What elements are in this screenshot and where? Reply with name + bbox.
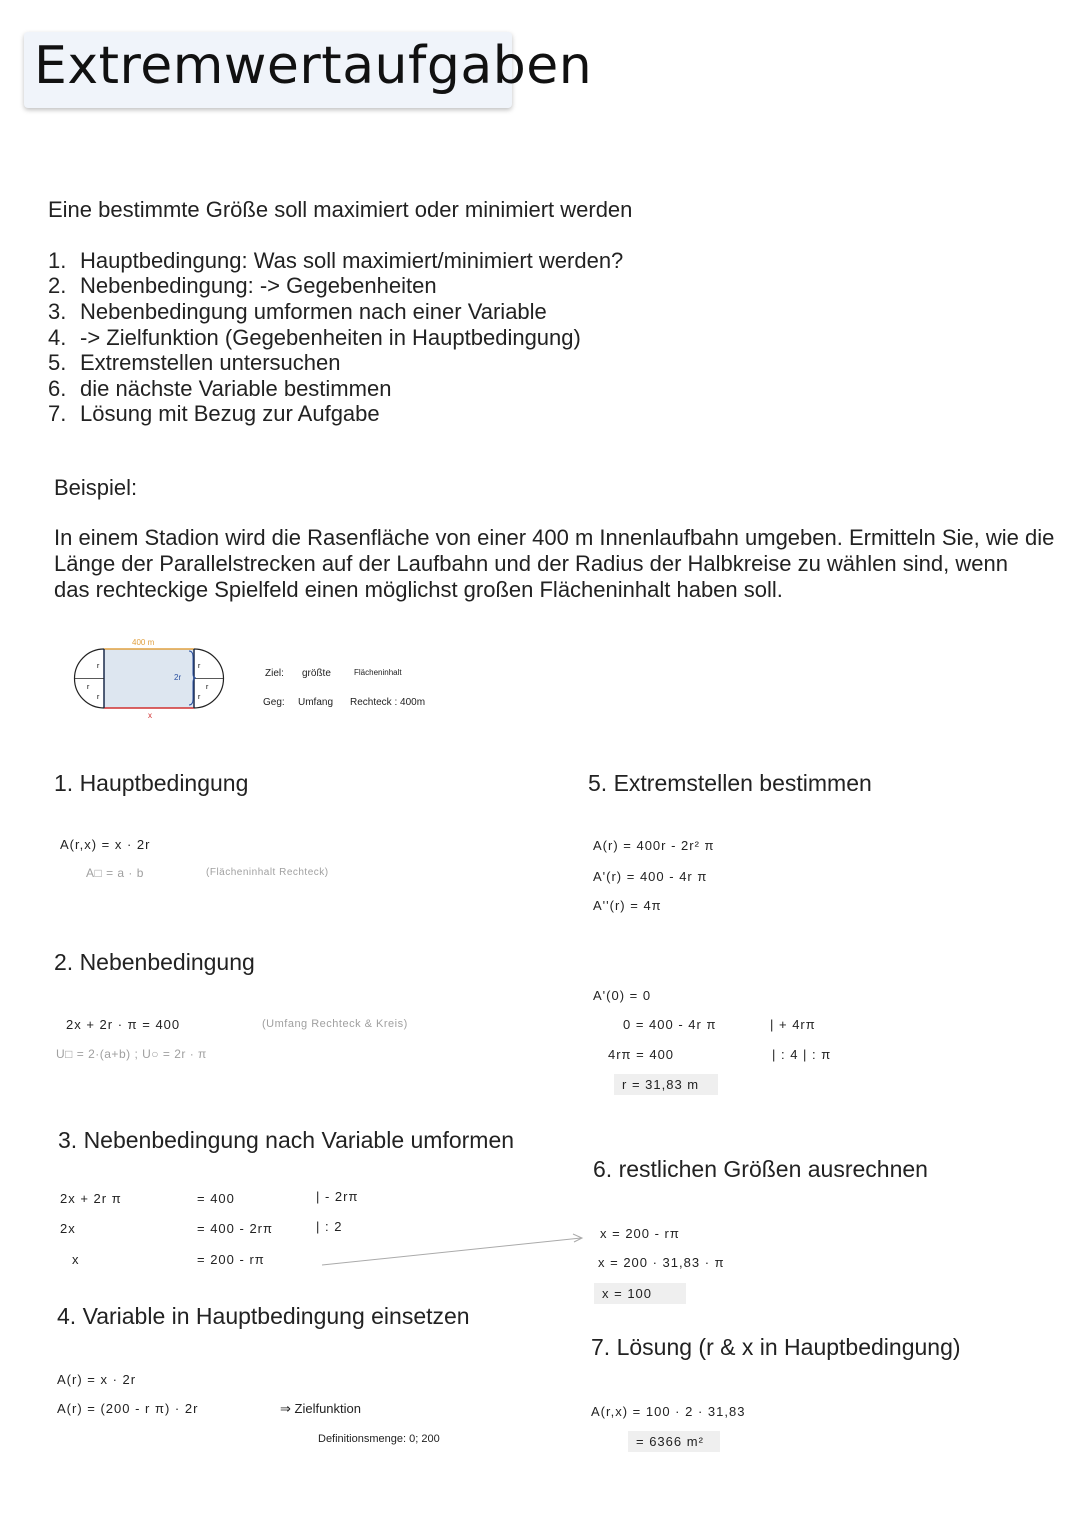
result-radius: r = 31,83 m bbox=[614, 1074, 718, 1095]
height-label: 2r bbox=[174, 673, 182, 682]
formula-mid: = 400 bbox=[197, 1191, 235, 1206]
formula: A'(r) = 400 - 4r π bbox=[593, 869, 708, 884]
formula-note: (Flächeninhalt Rechteck) bbox=[206, 867, 329, 878]
example-text-line: das rechteckige Spielfeld einen möglichst großen Flächeninhalt haben soll. bbox=[54, 577, 783, 602]
result-x: x = 100 bbox=[594, 1283, 686, 1304]
step-number: 1. bbox=[48, 248, 67, 273]
step-text: Lösung mit Bezug zur Aufgabe bbox=[80, 401, 380, 426]
step-number: 4. bbox=[48, 325, 67, 350]
radius-label: r bbox=[198, 694, 201, 701]
step-text: die nächste Variable bestimmen bbox=[80, 376, 392, 401]
domain-label: Definitionsmenge: 0; 200 bbox=[318, 1433, 440, 1445]
formula: A(r) = 400r - 2r² π bbox=[593, 838, 715, 853]
section-heading: 7. Lösung (r & x in Hauptbedingung) bbox=[591, 1334, 961, 1360]
formula: A(r,x) = 100 · 2 · 31,83 bbox=[591, 1404, 746, 1419]
section-heading: 3. Nebenbedingung nach Variable umformen bbox=[58, 1127, 515, 1153]
section-heading: 1. Hauptbedingung bbox=[54, 770, 249, 796]
example-text-line: In einem Stadion wird die Rasenfläche von einer 400 m Innenlaufbahn umgeben. Ermitteln Sie, wie die bbox=[54, 525, 1055, 550]
goal-text: Flächeninhalt bbox=[354, 668, 402, 677]
page-title: Extremwertaufgaben bbox=[34, 36, 593, 96]
formula-op: | - 2rπ bbox=[316, 1189, 359, 1204]
step-text: Extremstellen untersuchen bbox=[80, 350, 341, 375]
formula: A(r) = x · 2r bbox=[57, 1372, 137, 1387]
formula-op: | : 2 bbox=[316, 1219, 343, 1234]
top-label: 400 m bbox=[132, 638, 155, 647]
formula: x = 200 - rπ bbox=[600, 1226, 680, 1241]
formula-op: | + 4rπ bbox=[770, 1017, 816, 1032]
formula: A(r,x) = x · 2r bbox=[60, 837, 151, 852]
formula-note: U□ = 2·(a+b) ; U○ = 2r · π bbox=[56, 1047, 207, 1061]
formula: 2x + 2r · π = 400 bbox=[66, 1017, 181, 1032]
arrow-to-section-6 bbox=[318, 1230, 588, 1270]
section-heading: 6. restlichen Größen ausrechnen bbox=[593, 1156, 928, 1182]
formula: 0 = 400 - 4r π bbox=[623, 1017, 717, 1032]
radius-label: r bbox=[87, 684, 90, 691]
formula-left: 2x bbox=[60, 1221, 76, 1236]
formula: 4rπ = 400 bbox=[608, 1047, 675, 1062]
step-number: 6. bbox=[48, 376, 67, 401]
step-text: Hauptbedingung: Was soll maximiert/minimiert werden? bbox=[80, 248, 624, 273]
formula-mid: = 200 - rπ bbox=[197, 1252, 265, 1267]
goal-label: Ziel: bbox=[265, 668, 284, 679]
step-text: -> Zielfunktion (Gegebenheiten in Hauptbedingung) bbox=[80, 325, 581, 350]
target-function-label: ⇒ Zielfunktion bbox=[280, 1401, 361, 1416]
radius-label: r bbox=[198, 663, 201, 670]
formula-op: | : 4 | : π bbox=[772, 1047, 832, 1062]
formula-left: x bbox=[72, 1252, 80, 1267]
step-number: 5. bbox=[48, 350, 67, 375]
result-area: = 6366 m² bbox=[628, 1431, 720, 1452]
section-heading: 2. Nebenbedingung bbox=[54, 949, 255, 975]
section-heading: 5. Extremstellen bestimmen bbox=[588, 770, 872, 796]
formula-note: A□ = a · b bbox=[86, 866, 144, 880]
formula-note: (Umfang Rechteck & Kreis) bbox=[262, 1018, 408, 1030]
step-number: 3. bbox=[48, 299, 67, 324]
goal-text: größte bbox=[302, 668, 331, 679]
formula-mid: = 400 - 2rπ bbox=[197, 1221, 273, 1236]
given-label: Geg: bbox=[263, 697, 285, 708]
formula: A(r) = (200 - r π) · 2r bbox=[57, 1401, 199, 1416]
formula: A'(0) = 0 bbox=[593, 988, 652, 1003]
stadium-diagram bbox=[70, 632, 230, 722]
given-text: Umfang bbox=[298, 697, 334, 708]
formula-left: 2x + 2r π bbox=[60, 1191, 122, 1206]
radius-label: r bbox=[97, 694, 100, 701]
bottom-label: x bbox=[148, 711, 152, 720]
formula: x = 200 · 31,83 · π bbox=[598, 1255, 725, 1270]
formula: A''(r) = 4π bbox=[593, 898, 662, 913]
intro-text: Eine bestimmte Größe soll maximiert oder minimiert werden bbox=[48, 197, 633, 222]
given-text: Rechteck : 400m bbox=[350, 697, 426, 708]
radius-label: r bbox=[206, 684, 209, 691]
example-text-line: Länge der Parallelstrecken auf der Laufbahn und der Radius der Halbkreise zu wählen sind, wenn bbox=[54, 551, 1008, 576]
step-number: 7. bbox=[48, 401, 67, 426]
section-heading: 4. Variable in Hauptbedingung einsetzen bbox=[57, 1303, 470, 1329]
step-number: 2. bbox=[48, 273, 67, 298]
example-label: Beispiel: bbox=[54, 475, 138, 500]
step-text: Nebenbedingung: -> Gegebenheiten bbox=[80, 273, 437, 298]
radius-label: r bbox=[97, 663, 100, 670]
step-text: Nebenbedingung umformen nach einer Variable bbox=[80, 299, 547, 324]
